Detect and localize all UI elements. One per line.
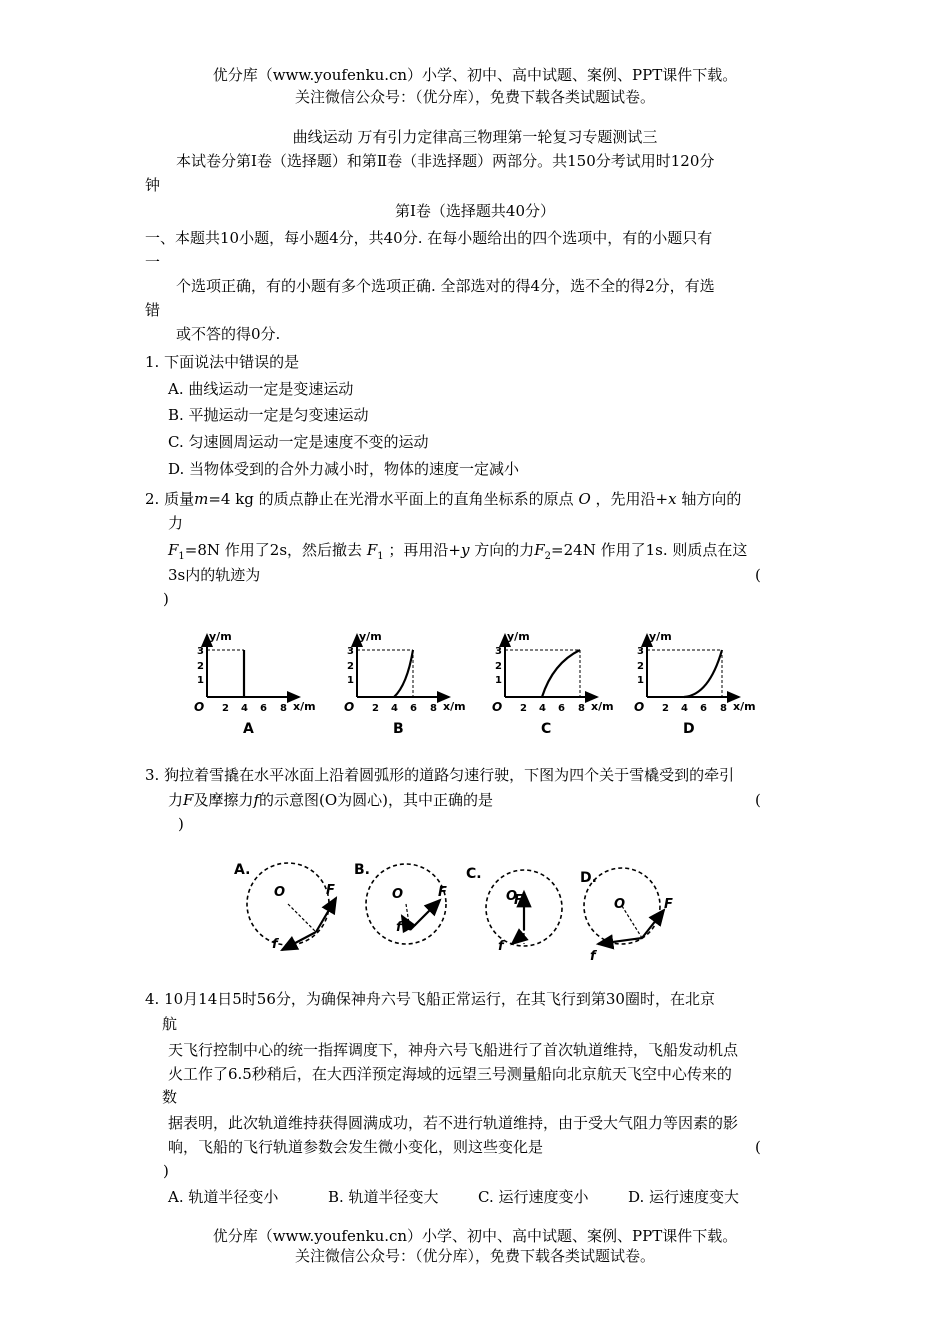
graph-d-origin: O xyxy=(634,700,645,714)
q3-diagram-c-F-label: F xyxy=(514,893,523,908)
q4-option-d: D. 运行速度变大 xyxy=(628,1188,740,1206)
graph-b-trajectory xyxy=(394,650,413,697)
q3-diagram-b-center: O xyxy=(392,887,404,902)
intro-line-1: 本试卷分第Ⅰ卷（选择题）和第Ⅱ卷（非选择题）两部分。共150分考试用时120分 xyxy=(176,152,715,170)
q3-line-1: 3. 狗拉着雪撬在水平冰面上沿着圆弧形的道路匀速行驶，下图为四个关于雪橇受到的牵引 xyxy=(145,766,735,784)
q4-option-b: B. 轨道半径变大 xyxy=(328,1188,439,1206)
graph-a-xtick-8: 8 xyxy=(280,703,287,714)
q3-diagram-c-force-f xyxy=(512,934,524,944)
graph-a-ytick-1: 1 xyxy=(197,675,204,686)
graph-b-ytick-2: 2 xyxy=(347,661,354,672)
graph-b-xtick-4: 4 xyxy=(391,703,398,714)
graph-b-xlabel: x/m xyxy=(443,700,466,713)
graph-d-label: D xyxy=(683,721,695,737)
q2-line-2: 力 xyxy=(168,514,184,532)
graph-d-ylabel: y/m xyxy=(649,630,672,643)
graph-a-ytick-3: 3 xyxy=(197,646,204,657)
graph-b-origin: O xyxy=(344,700,355,714)
q4-option-a: A. 轨道半径变小 xyxy=(168,1188,279,1206)
intro-line-2: 钟 xyxy=(145,176,161,194)
section1-line-2: 一 xyxy=(145,253,161,271)
q1-option-b: B. 平抛运动一定是匀变速运动 xyxy=(168,406,369,424)
q3-diagram-d-label: D. xyxy=(580,870,597,886)
graph-c-xtick-4: 4 xyxy=(539,703,546,714)
q4-paren-close: ) xyxy=(163,1162,169,1180)
graph-d-trajectory xyxy=(684,650,722,697)
section1-line-3: 个选项正确，有的小题有多个选项正确. 全部选对的得4分，选不全的得2分，有选 xyxy=(176,277,715,295)
graph-c-xtick-8: 8 xyxy=(578,703,585,714)
q3-diagram-b-force-F xyxy=(410,900,440,930)
q3-diagram-d xyxy=(580,868,673,964)
q3-diagram-d-force-F xyxy=(642,910,664,938)
q3-diagram-a-force-f xyxy=(282,932,316,950)
q3-diagram-b-force-f xyxy=(402,916,410,930)
q3-diagram-b-label: B. xyxy=(354,862,370,878)
section1-line-1: 一、本题共10小题，每小题4分，共40分. 在每小题给出的四个选项中，有的小题只有 xyxy=(145,229,713,247)
q3-line-2: 力F及摩擦力f的示意图(O为圆心)，其中正确的是 xyxy=(168,791,494,809)
section1-line-4: 错 xyxy=(145,301,161,319)
graph-a-ylabel: y/m xyxy=(209,630,232,643)
q3-diagram-a-F-label: F xyxy=(326,883,335,898)
q2-line-1: 2. 质量m=4 kg 的质点静止在光滑水平面上的直角坐标系的原点 O ，先用沿+x 轴方向的 xyxy=(145,490,742,508)
q2-paren-open: ( xyxy=(755,566,761,584)
q3-diagram-c-f-label: f xyxy=(498,939,504,954)
q4-line-7: 响，飞船的飞行轨道参数会发生微小变化，则这些变化是 xyxy=(168,1138,544,1156)
q4-line-6: 据表明，此次轨道维持获得圆满成功，若不进行轨道维持，由于受大气阻力等因素的影 xyxy=(168,1114,739,1132)
graph-d-xtick-6: 6 xyxy=(700,703,707,714)
q3-diagram-b-F-label: F xyxy=(438,885,447,900)
q3-diagram-d-center: O xyxy=(614,897,626,912)
header-line-2: 关注微信公众号：（优分库），免费下载各类试题试卷。 xyxy=(294,88,655,106)
q1-option-a: A. 曲线运动一定是变速运动 xyxy=(168,380,354,398)
q3-force-diagrams xyxy=(228,852,718,967)
graph-b xyxy=(344,630,466,737)
q4-line-2: 航 xyxy=(162,1015,178,1033)
graph-d-xtick-8: 8 xyxy=(720,703,727,714)
q4-option-c: C. 运行速度变小 xyxy=(478,1188,589,1206)
graph-b-label: B xyxy=(393,721,404,737)
q3-diagram-a-center: O xyxy=(274,885,286,900)
graph-a-origin: O xyxy=(194,700,205,714)
header-line-1: 优分库（www.youfenku.cn）小学、初中、高中试题、案例、PPT课件下载。 xyxy=(212,66,738,84)
q2-line-4: 3s内的轨迹为 xyxy=(168,566,261,584)
graph-b-xtick-2: 2 xyxy=(372,703,379,714)
graph-c-ytick-2: 2 xyxy=(495,661,502,672)
graph-d-ytick-1: 1 xyxy=(637,675,644,686)
q3-diagram-d-F-label: F xyxy=(664,897,673,912)
q3-diagram-a-label: A. xyxy=(234,862,251,878)
q3-diagram-d-f-label: f xyxy=(590,949,596,964)
graph-b-ytick-1: 1 xyxy=(347,675,354,686)
q1-stem: 1. 下面说法中错误的是 xyxy=(145,353,300,371)
graph-c-xtick-2: 2 xyxy=(520,703,527,714)
graph-a-ytick-2: 2 xyxy=(197,661,204,672)
footer-line-1: 优分库（www.youfenku.cn）小学、初中、高中试题、案例、PPT课件下载。 xyxy=(212,1227,738,1245)
graph-d-ytick-3: 3 xyxy=(637,646,644,657)
graph-b-xtick-8: 8 xyxy=(430,703,437,714)
graph-a-xtick-4: 4 xyxy=(241,703,248,714)
footer-line-2: 关注微信公众号：（优分库），免费下载各类试题试卷。 xyxy=(294,1247,655,1265)
graph-c-trajectory xyxy=(542,650,580,697)
q3-diagram-a xyxy=(234,862,336,952)
graph-c-xtick-6: 6 xyxy=(558,703,565,714)
q1-option-d: D. 当物体受到的合外力减小时，物体的速度一定减小 xyxy=(168,460,520,478)
graph-a-xtick-2: 2 xyxy=(222,703,229,714)
graph-c-label: C xyxy=(541,721,552,737)
section1-line-5: 或不答的得0分. xyxy=(176,325,281,343)
q2-paren-close: ) xyxy=(163,590,169,608)
graph-b-ytick-3: 3 xyxy=(347,646,354,657)
graph-a-label: A xyxy=(243,721,254,737)
q1-option-c: C. 匀速圆周运动一定是速度不变的运动 xyxy=(168,433,429,451)
graph-b-ylabel: y/m xyxy=(359,630,382,643)
graph-c-xlabel: x/m xyxy=(591,700,614,713)
graph-a xyxy=(194,630,316,737)
q3-diagram-c-center: O xyxy=(506,889,518,904)
graph-c-ylabel: y/m xyxy=(507,630,530,643)
q3-diagram-b-f-label: f xyxy=(396,920,402,935)
q4-paren-open: ( xyxy=(755,1138,761,1156)
graph-d-ytick-2: 2 xyxy=(637,661,644,672)
graph-c xyxy=(492,630,614,737)
graph-d-xtick-4: 4 xyxy=(681,703,688,714)
q2-trajectory-graphs xyxy=(185,625,785,740)
graph-c-ytick-1: 1 xyxy=(495,675,502,686)
q3-diagram-a-f-label: f xyxy=(272,937,278,952)
graph-c-origin: O xyxy=(492,700,503,714)
part1-title: 第Ⅰ卷（选择题共40分） xyxy=(394,202,555,220)
q3-diagram-c xyxy=(466,866,562,954)
graph-d-xtick-2: 2 xyxy=(662,703,669,714)
q4-line-5: 数 xyxy=(162,1088,178,1106)
graph-a-xtick-6: 6 xyxy=(260,703,267,714)
q3-diagram-a-force-F xyxy=(316,898,336,932)
q3-paren-open: ( xyxy=(755,791,761,809)
graph-d-xlabel: x/m xyxy=(733,700,756,713)
q3-paren-close: ) xyxy=(178,815,184,833)
q3-diagram-b xyxy=(354,862,447,944)
graph-b-xtick-6: 6 xyxy=(410,703,417,714)
q4-line-4: 火工作了6.5秒稍后，在大西洋预定海域的远望三号测量船向北京航天飞空中心传来的 xyxy=(168,1065,732,1083)
graph-c-ytick-3: 3 xyxy=(495,646,502,657)
graph-a-xlabel: x/m xyxy=(293,700,316,713)
page-title: 曲线运动 万有引力定律高三物理第一轮复习专题测试三 xyxy=(292,128,658,146)
q2-line-3: $F_1=8N$ 作用了2s，然后撤去 $F_1$ ；再用沿+y 方向的力$F_2=24N$ 作用了1s. 则质点在这 xyxy=(168,541,748,562)
q4-line-3: 天飞行控制中心的统一指挥调度下，神舟六号飞船进行了首次轨道维持，飞船发动机点 xyxy=(168,1041,739,1059)
q3-diagram-c-label: C. xyxy=(466,866,482,882)
q4-line-1: 4. 10月14日5时56分，为确保神舟六号飞船正常运行，在其飞行到第30圈时，在北京 xyxy=(145,990,715,1008)
graph-d xyxy=(634,630,756,737)
